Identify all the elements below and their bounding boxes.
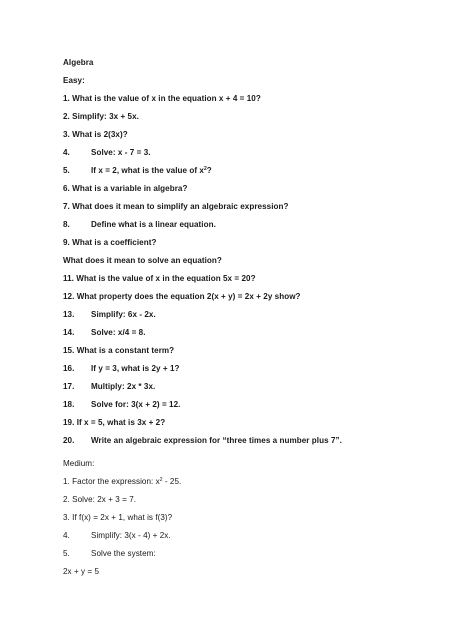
easy-question-8 [63,219,216,230]
question-text: If x = 2, what is the value of x [91,166,204,175]
question-number: 14. [63,328,75,337]
system-equation-1: 2x + y = 5 [63,567,100,576]
question-number: 4. [63,148,70,157]
question-text: Solve: x/4 = 8. [91,328,146,337]
easy-question-13 [63,309,156,320]
easy-question-20 [63,435,342,446]
section-heading-easy: Easy: [63,76,85,85]
question-number: 16. [63,364,75,373]
easy-question-1: 1. What is the value of x in the equation x + 4 = 10? [63,94,261,103]
medium-question-3: 3. If f(x) = 2x + 1, what is f(3)? [63,513,173,522]
medium-question-2: 2. Solve: 2x + 3 = 7. [63,495,137,504]
question-text-end: - 25. [162,477,182,486]
question-number: 4. [63,531,70,540]
easy-question-18 [63,399,180,410]
question-number: 17. [63,382,75,391]
superscript: 2 [159,477,163,483]
easy-question-7: 7. What does it mean to simplify an algebraic expression? [63,202,289,211]
easy-question-4 [63,147,151,158]
question-number: 8. [63,220,70,229]
question-text-end: ? [206,166,212,175]
superscript: 2 [203,166,207,172]
easy-question-2: 2. Simplify: 3x + 5x. [63,112,139,121]
easy-question-17 [63,381,155,392]
question-text: Solve for: 3(x + 2) = 12. [91,400,181,409]
question-text: Simplify: 6x - 2x. [91,310,156,319]
medium-question-1 [63,476,181,487]
question-number: 13. [63,310,75,319]
question-text: Solve: x - 7 = 3. [91,148,151,157]
question-text: If y = 3, what is 2y + 1? [91,364,180,373]
easy-question-16 [63,363,180,374]
question-text: Multiply: 2x * 3x. [91,382,156,391]
easy-question-19: 19. If x = 5, what is 3x + 2? [63,418,166,427]
question-number: 20. [63,436,75,445]
easy-question-15: 15. What is a constant term? [63,346,175,355]
question-number: 5. [63,549,70,558]
easy-question-12: 12. What property does the equation 2(x + y) = 2x + 2y show? [63,292,301,301]
easy-question-3: 3. What is 2(3x)? [63,130,128,139]
easy-question-5 [63,165,212,176]
question-text: Simplify: 3(x - 4) + 2x. [91,531,171,540]
question-number: 18. [63,400,75,409]
medium-question-4 [63,530,171,541]
section-heading-medium: Medium: [63,459,95,468]
question-number: 5. [63,166,70,175]
easy-question-11: 11. What is the value of x in the equation 5x = 20? [63,274,256,283]
question-text: Write an algebraic expression for “three times a number plus 7”. [91,436,342,445]
question-text: Define what is a linear equation. [91,220,216,229]
easy-question-10: What does it mean to solve an equation? [63,256,222,265]
easy-question-9: 9. What is a coefficient? [63,238,157,247]
easy-question-6: 6. What is a variable in algebra? [63,184,188,193]
page-title: Algebra [63,58,94,67]
question-text: Solve the system: [91,549,156,558]
question-text: 1. Factor the expression: x [63,477,160,486]
medium-question-5 [63,548,156,559]
easy-question-14 [63,327,146,338]
